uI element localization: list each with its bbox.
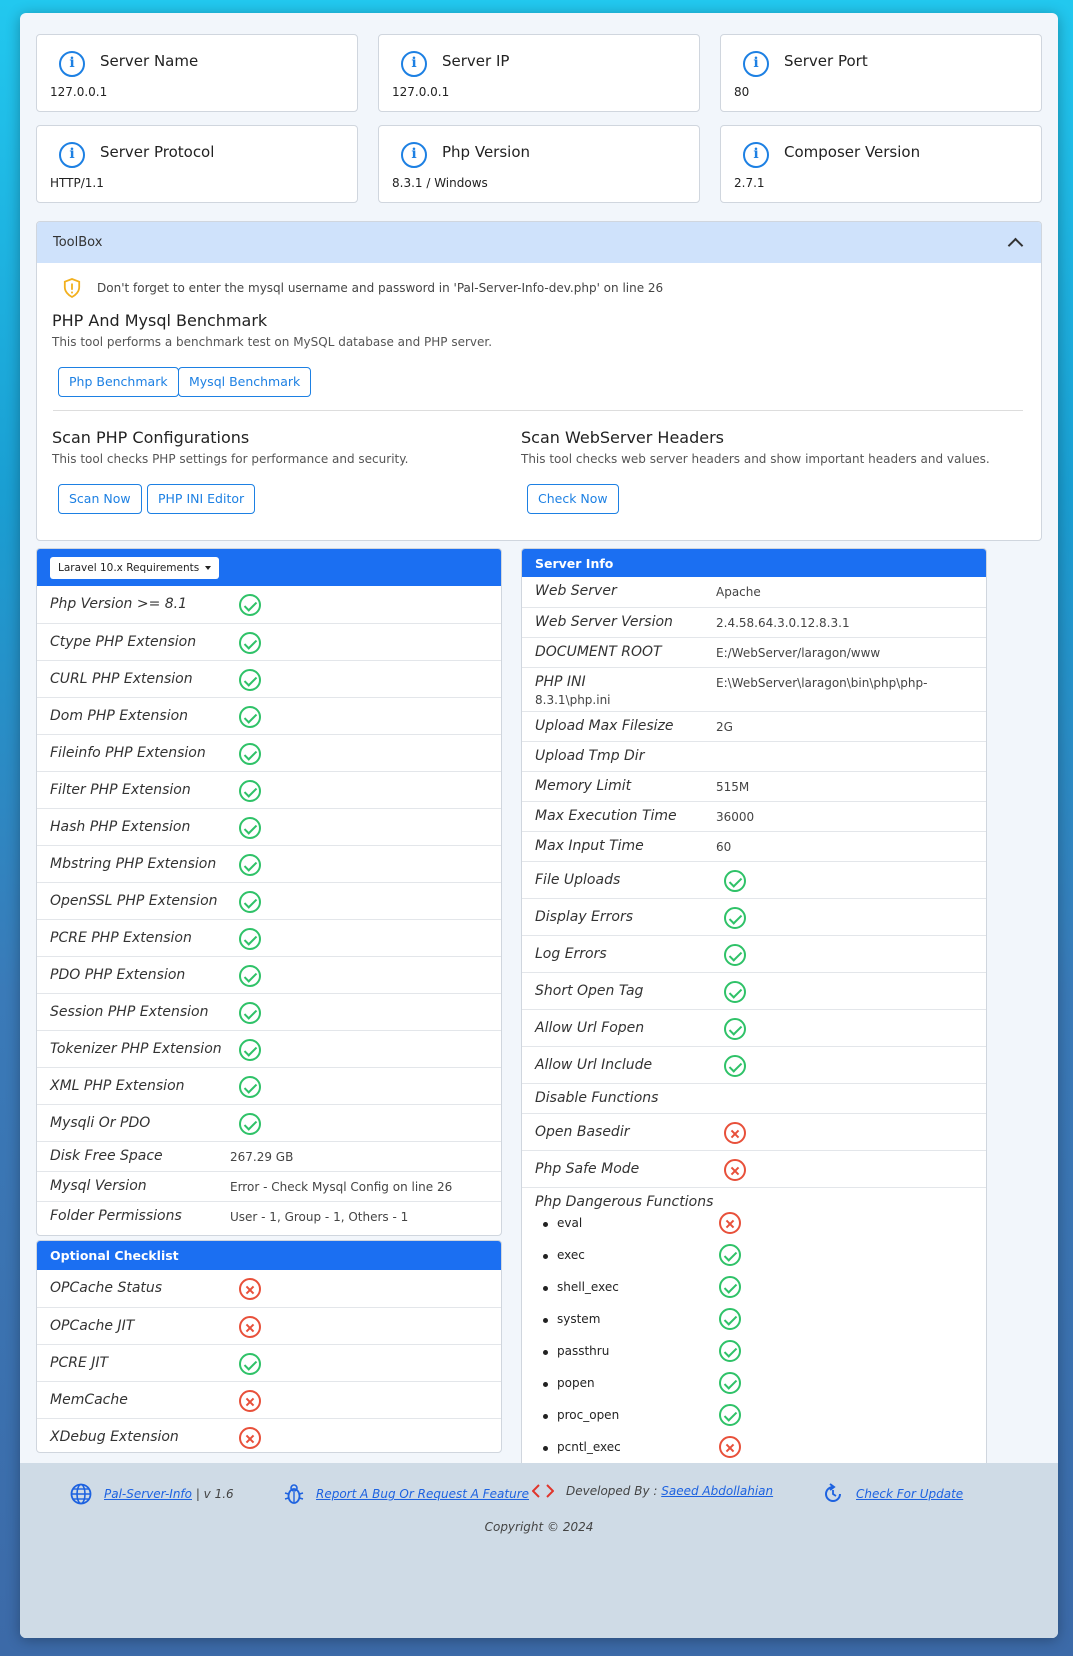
row-label: Upload Max Filesize xyxy=(535,718,674,734)
table-row xyxy=(37,956,501,993)
card-composer-version xyxy=(720,125,1042,203)
table-row xyxy=(522,1009,986,1046)
toolbox-panel xyxy=(36,221,1042,541)
row-label: Memory Limit xyxy=(535,778,632,794)
card-php-version xyxy=(378,125,700,203)
row-label: MemCache xyxy=(50,1392,128,1408)
table-row xyxy=(37,734,501,771)
requirements-select-value: Laravel 10.x Requirements xyxy=(58,561,200,574)
table-row xyxy=(522,771,986,801)
row-value: 60 xyxy=(716,840,732,854)
row-label: Web Server Version xyxy=(535,614,673,630)
row-label: Web Server xyxy=(535,583,617,599)
info-icon: i xyxy=(401,51,427,77)
table-row xyxy=(37,1171,501,1201)
row-value: 2.4.58.64.3.0.12.8.3.1 xyxy=(716,616,850,630)
row-value: 2G xyxy=(716,720,733,734)
row-label: Log Errors xyxy=(535,946,607,962)
check-circle-icon xyxy=(239,1002,261,1024)
requirements-header xyxy=(37,549,501,586)
footer xyxy=(20,1463,1058,1638)
check-circle-icon xyxy=(719,1308,741,1330)
dangerous-function-item: passthru xyxy=(557,1344,610,1358)
table-row xyxy=(522,637,986,667)
update-link[interactable]: Check For Update xyxy=(856,1487,964,1501)
chevron-up-icon[interactable] xyxy=(1008,238,1024,254)
row-label: Display Errors xyxy=(535,909,634,925)
scan-headers-title: Scan WebServer Headers xyxy=(521,428,725,447)
table-row xyxy=(37,1067,501,1104)
table-row xyxy=(37,1307,501,1344)
table-row xyxy=(37,1418,501,1453)
row-label: Allow Url Include xyxy=(535,1057,653,1073)
row-label: Open Basedir xyxy=(535,1124,630,1140)
table-row xyxy=(37,808,501,845)
card-title: Server Port xyxy=(784,52,868,70)
scan-headers-desc: This tool checks web server headers and show important headers and values. xyxy=(521,452,990,466)
check-circle-icon xyxy=(239,632,261,654)
table-row xyxy=(37,919,501,956)
row-label: DOCUMENT ROOT xyxy=(535,644,662,660)
requirements-panel xyxy=(36,548,502,1236)
x-circle-icon xyxy=(719,1436,741,1458)
row-label: Disk Free Space xyxy=(50,1148,163,1164)
check-circle-icon xyxy=(239,817,261,839)
check-circle-icon xyxy=(724,944,746,966)
table-row xyxy=(37,882,501,919)
info-cards xyxy=(36,34,1042,203)
card-server-name xyxy=(36,34,358,112)
check-circle-icon xyxy=(719,1340,741,1362)
optional-header: Optional Checklist xyxy=(37,1241,501,1270)
table-row xyxy=(37,845,501,882)
row-label: Fileinfo PHP Extension xyxy=(50,745,206,761)
check-circle-icon xyxy=(239,669,261,691)
row-label: Short Open Tag xyxy=(535,983,644,999)
row-value: 515M xyxy=(716,780,750,794)
check-circle-icon xyxy=(239,780,261,802)
app-frame xyxy=(20,13,1058,1638)
row-value: 36000 xyxy=(716,810,755,824)
check-circle-icon xyxy=(239,854,261,876)
mysql-benchmark-button[interactable]: Mysql Benchmark xyxy=(178,367,311,397)
row-value-continued: 8.3.1\php.ini xyxy=(535,693,611,707)
row-value: Apache xyxy=(716,585,761,599)
benchmark-title: PHP And Mysql Benchmark xyxy=(52,311,268,330)
check-circle-icon xyxy=(239,1039,261,1061)
row-label: Ctype PHP Extension xyxy=(50,634,197,650)
check-circle-icon xyxy=(239,1353,261,1375)
table-row xyxy=(37,1030,501,1067)
footer-developer xyxy=(532,1483,773,1499)
x-circle-icon xyxy=(239,1390,261,1412)
row-label: Php Safe Mode xyxy=(535,1161,640,1177)
card-value: 80 xyxy=(734,85,750,99)
table-row xyxy=(522,972,986,1009)
x-circle-icon xyxy=(239,1316,261,1338)
check-circle-icon xyxy=(724,1018,746,1040)
info-icon: i xyxy=(59,51,85,77)
table-row xyxy=(37,586,501,623)
dangerous-function-item: system xyxy=(557,1312,601,1326)
server-info-header: Server Info xyxy=(522,549,986,577)
table-row xyxy=(37,1344,501,1381)
row-label: File Uploads xyxy=(535,872,621,888)
row-label: PCRE JIT xyxy=(50,1355,109,1371)
row-label: Hash PHP Extension xyxy=(50,819,191,835)
row-label: Dom PHP Extension xyxy=(50,708,189,724)
table-row xyxy=(522,667,986,711)
table-row xyxy=(37,623,501,660)
divider xyxy=(53,410,1023,411)
table-row xyxy=(522,801,986,831)
check-circle-icon xyxy=(239,965,261,987)
scan-php-title: Scan PHP Configurations xyxy=(52,428,250,447)
table-row xyxy=(522,607,986,637)
code-icon xyxy=(532,1483,554,1499)
dangerous-function-item: shell_exec xyxy=(557,1280,619,1294)
bug-icon xyxy=(284,1483,304,1505)
row-label: XDebug Extension xyxy=(50,1429,179,1445)
row-label: Max Input Time xyxy=(535,838,644,854)
requirements-list xyxy=(37,586,501,1231)
row-label: XML PHP Extension xyxy=(50,1078,185,1094)
table-row xyxy=(522,1083,986,1113)
info-icon: i xyxy=(743,142,769,168)
row-label: Tokenizer PHP Extension xyxy=(50,1041,222,1057)
row-label: Mysqli Or PDO xyxy=(50,1115,151,1131)
check-now-button[interactable]: Check Now xyxy=(527,484,619,514)
card-title: Server IP xyxy=(442,52,510,70)
php-benchmark-button[interactable]: Php Benchmark xyxy=(58,367,179,397)
row-value: E:\WebServer\laragon\bin\php\php- xyxy=(716,676,928,690)
table-row xyxy=(37,1201,501,1231)
mysql-warning xyxy=(63,278,663,298)
card-value: 127.0.0.1 xyxy=(50,85,108,99)
x-circle-icon xyxy=(239,1278,261,1300)
table-row xyxy=(37,697,501,734)
x-circle-icon xyxy=(724,1159,746,1181)
row-label: Session PHP Extension xyxy=(50,1004,209,1020)
info-icon: i xyxy=(401,142,427,168)
row-value: 267.29 GB xyxy=(230,1150,294,1164)
optional-list xyxy=(37,1270,501,1453)
row-label: OPCache JIT xyxy=(50,1318,135,1334)
row-label: Upload Tmp Dir xyxy=(535,748,645,764)
check-circle-icon xyxy=(719,1372,741,1394)
dangerous-functions-row xyxy=(522,1187,986,1471)
table-row xyxy=(522,898,986,935)
check-circle-icon xyxy=(724,907,746,929)
check-circle-icon xyxy=(239,928,261,950)
requirements-select[interactable] xyxy=(50,557,219,579)
check-circle-icon xyxy=(719,1276,741,1298)
shield-warning-icon xyxy=(63,278,81,298)
check-circle-icon xyxy=(239,1113,261,1135)
check-circle-icon xyxy=(719,1244,741,1266)
table-row xyxy=(37,1270,501,1307)
copyright: Copyright © 2024 xyxy=(484,1520,594,1534)
check-circle-icon xyxy=(239,1076,261,1098)
card-value: 8.3.1 / Windows xyxy=(392,176,488,190)
footer-update xyxy=(822,1483,963,1505)
app-link[interactable]: Pal-Server-Info xyxy=(104,1487,192,1501)
developer-label: Developed By : xyxy=(566,1484,658,1498)
table-row xyxy=(522,935,986,972)
developer-link[interactable]: Saeed Abdollahian xyxy=(661,1484,774,1498)
x-circle-icon xyxy=(724,1122,746,1144)
row-value: User - 1, Group - 1, Others - 1 xyxy=(230,1210,409,1224)
scan-now-button[interactable]: Scan Now xyxy=(58,484,142,514)
card-title: Php Version xyxy=(442,143,531,161)
table-row xyxy=(522,831,986,861)
card-title: Server Name xyxy=(100,52,199,70)
table-row xyxy=(37,1141,501,1171)
card-title: Composer Version xyxy=(784,143,921,161)
row-label: CURL PHP Extension xyxy=(50,671,193,687)
table-row xyxy=(37,1381,501,1418)
bug-report-link[interactable]: Report A Bug Or Request A Feature xyxy=(316,1487,530,1501)
version-text: | v 1.6 xyxy=(195,1487,234,1501)
check-circle-icon xyxy=(724,1055,746,1077)
dangerous-function-item: proc_open xyxy=(557,1408,620,1422)
row-label: Allow Url Fopen xyxy=(535,1020,645,1036)
table-row xyxy=(522,1150,986,1187)
row-label: Folder Permissions xyxy=(50,1208,182,1224)
footer-bug xyxy=(284,1483,529,1505)
server-info-list xyxy=(522,577,986,1471)
optional-panel xyxy=(36,1240,502,1453)
row-label: PHP INI xyxy=(535,674,586,690)
row-label: Mysql Version xyxy=(50,1178,147,1194)
card-value: 127.0.0.1 xyxy=(392,85,450,99)
table-row xyxy=(522,711,986,741)
table-row xyxy=(522,861,986,898)
server-info-panel xyxy=(521,548,987,1475)
row-label: Mbstring PHP Extension xyxy=(50,856,217,872)
table-row xyxy=(522,741,986,771)
row-label: OPCache Status xyxy=(50,1280,163,1296)
scan-php-desc: This tool checks PHP settings for performance and security. xyxy=(52,452,409,466)
dangerous-function-item: pcntl_exec xyxy=(557,1440,621,1454)
warning-text: Don't forget to enter the mysql username and password in 'Pal-Server-Info-dev.php' on line 26 xyxy=(97,281,664,295)
row-label: Disable Functions xyxy=(535,1090,659,1106)
php-ini-editor-button[interactable]: PHP INI Editor xyxy=(147,484,255,514)
toolbox-header[interactable] xyxy=(37,222,1041,263)
check-circle-icon xyxy=(239,891,261,913)
table-row xyxy=(37,771,501,808)
row-value: Error - Check Mysql Config on line 26 xyxy=(230,1180,453,1194)
check-circle-icon xyxy=(724,870,746,892)
table-row xyxy=(37,993,501,1030)
card-title: Server Protocol xyxy=(100,143,215,161)
row-label: Php Dangerous Functions xyxy=(535,1194,714,1210)
row-label: Php Version >= 8.1 xyxy=(50,596,188,612)
row-label: OpenSSL PHP Extension xyxy=(50,893,218,909)
info-icon: i xyxy=(743,51,769,77)
dangerous-function-item: exec xyxy=(557,1248,585,1262)
check-circle-icon xyxy=(239,594,261,616)
row-value: E:/WebServer/laragon/www xyxy=(716,646,881,660)
table-row xyxy=(37,660,501,697)
card-server-port xyxy=(720,34,1042,112)
table-row xyxy=(522,1046,986,1083)
x-circle-icon xyxy=(719,1212,741,1234)
card-server-ip xyxy=(378,34,700,112)
info-icon: i xyxy=(59,142,85,168)
toolbox-title: ToolBox xyxy=(53,235,103,250)
caret-down-icon xyxy=(205,566,211,570)
dangerous-function-item: eval xyxy=(557,1216,583,1230)
check-circle-icon xyxy=(239,743,261,765)
table-row xyxy=(522,577,986,607)
footer-app xyxy=(70,1483,234,1505)
check-circle-icon xyxy=(719,1404,741,1426)
row-label: Max Execution Time xyxy=(535,808,677,824)
refresh-icon xyxy=(822,1483,844,1505)
check-circle-icon xyxy=(724,981,746,1003)
dangerous-function-item: popen xyxy=(557,1376,595,1390)
card-value: HTTP/1.1 xyxy=(50,176,104,190)
table-row xyxy=(37,1104,501,1141)
check-circle-icon xyxy=(239,706,261,728)
row-label: PDO PHP Extension xyxy=(50,967,186,983)
globe-icon xyxy=(70,1483,92,1505)
row-label: PCRE PHP Extension xyxy=(50,930,192,946)
card-server-protocol xyxy=(36,125,358,203)
row-label: Filter PHP Extension xyxy=(50,782,191,798)
card-value: 2.7.1 xyxy=(734,176,765,190)
benchmark-desc: This tool performs a benchmark test on MySQL database and PHP server. xyxy=(52,335,493,349)
table-row xyxy=(522,1113,986,1150)
x-circle-icon xyxy=(239,1427,261,1449)
